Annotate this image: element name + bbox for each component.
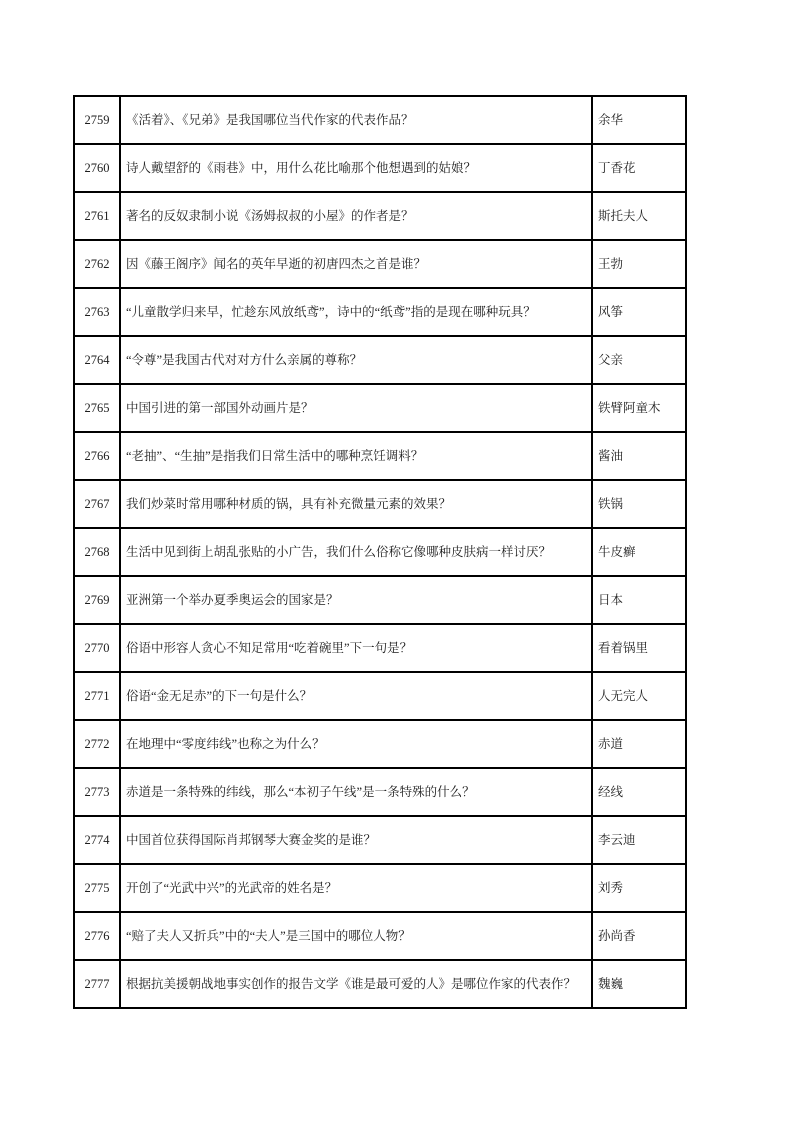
table-row bbox=[74, 336, 686, 384]
table-row bbox=[74, 288, 686, 336]
row-question: “令尊”是我国古代对对方什么亲属的尊称？ bbox=[120, 336, 592, 384]
row-question: 俗语“金无足赤”的下一句是什么？ bbox=[120, 672, 592, 720]
row-answer: 人无完人 bbox=[592, 672, 686, 720]
table-row bbox=[74, 720, 686, 768]
row-question: 中国首位获得国际肖邦钢琴大赛金奖的是谁？ bbox=[120, 816, 592, 864]
table-row bbox=[74, 960, 686, 1008]
table-row bbox=[74, 432, 686, 480]
row-answer: 父亲 bbox=[592, 336, 686, 384]
row-number: 2760 bbox=[74, 144, 120, 192]
row-question: 我们炒菜时常用哪种材质的锅，具有补充微量元素的效果？ bbox=[120, 480, 592, 528]
row-question: 俗语中形容人贪心不知足常用“吃着碗里”下一句是？ bbox=[120, 624, 592, 672]
row-number: 2762 bbox=[74, 240, 120, 288]
table-row bbox=[74, 240, 686, 288]
row-answer: 看着锅里 bbox=[592, 624, 686, 672]
row-number: 2761 bbox=[74, 192, 120, 240]
row-number: 2770 bbox=[74, 624, 120, 672]
row-question: 著名的反奴隶制小说《汤姆叔叔的小屋》的作者是？ bbox=[120, 192, 592, 240]
row-question: 在地理中“零度纬线”也称之为什么？ bbox=[120, 720, 592, 768]
row-answer: 孙尚香 bbox=[592, 912, 686, 960]
table-row bbox=[74, 912, 686, 960]
row-number: 2777 bbox=[74, 960, 120, 1008]
row-answer: 经线 bbox=[592, 768, 686, 816]
table-row bbox=[74, 576, 686, 624]
table-row bbox=[74, 144, 686, 192]
row-question: 生活中见到街上胡乱张贴的小广告，我们什么俗称它像哪种皮肤病一样讨厌？ bbox=[120, 528, 592, 576]
row-number: 2769 bbox=[74, 576, 120, 624]
table-row bbox=[74, 816, 686, 864]
row-number: 2766 bbox=[74, 432, 120, 480]
table-row bbox=[74, 384, 686, 432]
row-answer: 铁锅 bbox=[592, 480, 686, 528]
row-answer: 赤道 bbox=[592, 720, 686, 768]
row-number: 2772 bbox=[74, 720, 120, 768]
table-row bbox=[74, 96, 686, 144]
row-number: 2775 bbox=[74, 864, 120, 912]
row-question: “老抽”、“生抽”是指我们日常生活中的哪种烹饪调料？ bbox=[120, 432, 592, 480]
row-answer: 余华 bbox=[592, 96, 686, 144]
row-answer: 铁臂阿童木 bbox=[592, 384, 686, 432]
row-question: 根据抗美援朝战地事实创作的报告文学《谁是最可爱的人》是哪位作家的代表作？ bbox=[120, 960, 592, 1008]
table-row bbox=[74, 672, 686, 720]
row-number: 2765 bbox=[74, 384, 120, 432]
row-answer: 刘秀 bbox=[592, 864, 686, 912]
row-number: 2776 bbox=[74, 912, 120, 960]
row-answer: 李云迪 bbox=[592, 816, 686, 864]
row-number: 2773 bbox=[74, 768, 120, 816]
row-answer: 斯托夫人 bbox=[592, 192, 686, 240]
row-number: 2767 bbox=[74, 480, 120, 528]
row-answer: 丁香花 bbox=[592, 144, 686, 192]
row-question: 亚洲第一个举办夏季奥运会的国家是？ bbox=[120, 576, 592, 624]
table-row bbox=[74, 528, 686, 576]
row-question: 因《藤王阁序》闻名的英年早逝的初唐四杰之首是谁？ bbox=[120, 240, 592, 288]
row-question: 开创了“光武中兴”的光武帝的姓名是？ bbox=[120, 864, 592, 912]
row-question: 诗人戴望舒的《雨巷》中，用什么花比喻那个他想遇到的姑娘？ bbox=[120, 144, 592, 192]
table-row bbox=[74, 768, 686, 816]
row-question: 中国引进的第一部国外动画片是？ bbox=[120, 384, 592, 432]
row-number: 2759 bbox=[74, 96, 120, 144]
row-answer: 魏巍 bbox=[592, 960, 686, 1008]
table-row bbox=[74, 192, 686, 240]
table-row bbox=[74, 624, 686, 672]
row-number: 2764 bbox=[74, 336, 120, 384]
row-number: 2774 bbox=[74, 816, 120, 864]
row-answer: 风筝 bbox=[592, 288, 686, 336]
quiz-table-body bbox=[74, 96, 686, 1008]
quiz-table bbox=[73, 95, 687, 1009]
row-answer: 王勃 bbox=[592, 240, 686, 288]
row-question: “儿童散学归来早，忙趁东风放纸鸢”，诗中的“纸鸢”指的是现在哪种玩具？ bbox=[120, 288, 592, 336]
row-answer: 牛皮癣 bbox=[592, 528, 686, 576]
table-row bbox=[74, 480, 686, 528]
row-answer: 酱油 bbox=[592, 432, 686, 480]
row-number: 2763 bbox=[74, 288, 120, 336]
row-number: 2771 bbox=[74, 672, 120, 720]
row-question: 赤道是一条特殊的纬线，那么“本初子午线”是一条特殊的什么？ bbox=[120, 768, 592, 816]
row-number: 2768 bbox=[74, 528, 120, 576]
row-question: 《活着》、《兄弟》是我国哪位当代作家的代表作品？ bbox=[120, 96, 592, 144]
row-answer: 日本 bbox=[592, 576, 686, 624]
row-question: “赔了夫人又折兵”中的“夫人”是三国中的哪位人物？ bbox=[120, 912, 592, 960]
table-row bbox=[74, 864, 686, 912]
